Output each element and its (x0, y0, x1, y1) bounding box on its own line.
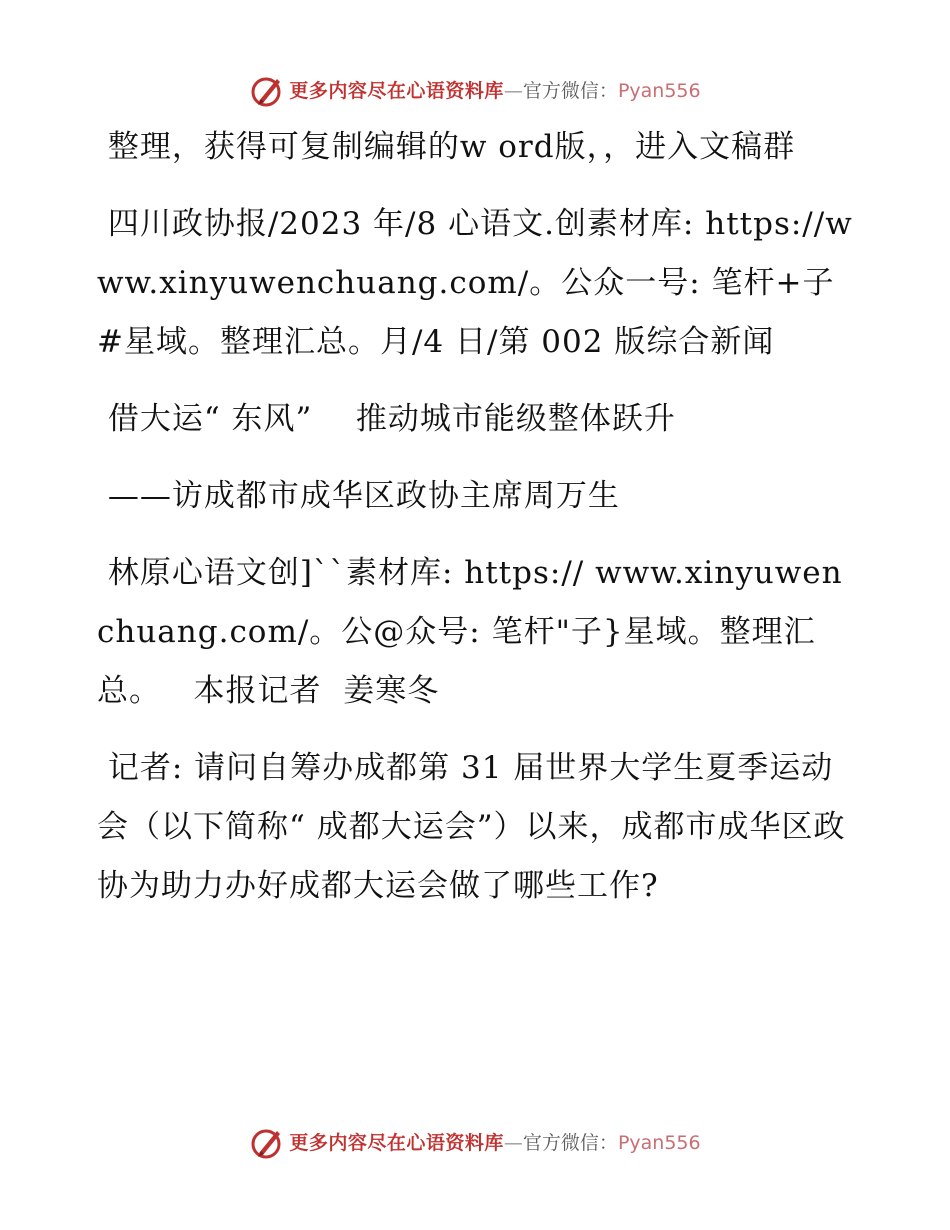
paragraph-intro: 整理，获得可复制编辑的w ord版，，进入文稿群 (97, 129, 796, 165)
footer-separator: — (503, 1132, 523, 1154)
document-body (97, 118, 857, 934)
header-brand-text: 更多内容尽在心语资料库 (289, 80, 504, 102)
paragraph-byline: 林原心语文创]``素材库: https:// www.xinyuwenchuang.com/。公@众号: 笔杆"子}星域。整理汇总。 本报记者 姜寒冬 (97, 555, 843, 709)
footer-wechat-id: Pyan556 (617, 1132, 701, 1154)
footer-brand-text: 更多内容尽在心语资料库 (289, 1132, 504, 1154)
paragraph-source: 四川政协报/2023 年/8 心语文.创素材库: https://www.xinyuwenchuang.com/。公众一号: 笔杆+子#星域。整理汇总。月/4 日/第 002 版综合新闻 (97, 206, 853, 360)
header-separator: — (503, 80, 523, 102)
header-official-label: 官方微信： (522, 80, 618, 102)
article-title: 借大运“ 东风” 推动城市能级整体跃升 (97, 401, 676, 437)
paragraph-question: 记者: 请问自筹办成都第 31 届世界大学生夏季运动会（以下简称“ 成都大运会”）以来，成都市成华区政协为助力办好成都大运会做了哪些工作? (97, 750, 846, 904)
page-header (0, 73, 950, 109)
page-footer (0, 1125, 950, 1161)
quill-pen-logo-icon (249, 73, 285, 109)
header-wechat-id: Pyan556 (617, 80, 701, 102)
footer-official-label: 官方微信： (522, 1132, 618, 1154)
article-subtitle: ——访成都市成华区政协主席周万生 (97, 478, 620, 514)
quill-pen-logo-icon (249, 1125, 285, 1161)
